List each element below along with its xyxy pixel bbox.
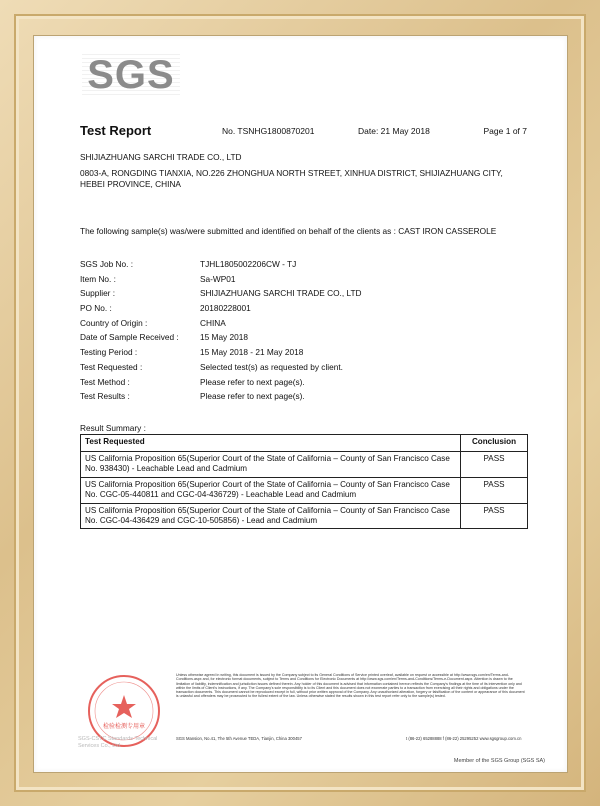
report-title: Test Report xyxy=(80,123,152,138)
field-label: Date of Sample Received : xyxy=(80,332,179,343)
footer-address-right: t (86-22) 65288888 f (86-22) 25295252 www.sgsgroup.com.cn xyxy=(406,736,522,741)
result-summary-label: Result Summary : xyxy=(80,423,146,433)
field-row xyxy=(80,274,540,289)
field-label: Test Method : xyxy=(80,376,130,387)
field-value: CHINA xyxy=(200,317,226,328)
stamp-caption: SGS-CSTC Standards Technical Services Co., Ltd. xyxy=(78,736,158,749)
field-label: Country of Origin : xyxy=(80,317,148,328)
test-description: US California Proposition 65(Superior Court of the State of California – County of San Francisco Case No. CGC-05-440811 and CGC-04-436729) - Leachable Lead and Cadmium xyxy=(81,477,461,503)
report-date: Date: 21 May 2018 xyxy=(358,126,430,136)
field-value: Sa-WP01 xyxy=(200,273,236,284)
field-row xyxy=(80,259,540,274)
sample-intro: The following sample(s) was/were submitted and identified on behalf of the clients as : CAST IRON CASSEROLE xyxy=(80,226,497,236)
field-label: Supplier : xyxy=(80,288,116,299)
sgs-member-note: Member of the SGS Group (SGS SA) xyxy=(453,758,545,764)
field-value: 20180228001 xyxy=(200,303,251,314)
field-row xyxy=(80,332,540,347)
field-row xyxy=(80,362,540,377)
field-label: Test Requested : xyxy=(80,361,143,372)
field-row xyxy=(80,377,540,392)
client-name: SHIJIAZHUANG SARCHI TRADE CO., LTD xyxy=(80,152,242,162)
field-value: SHIJIAZHUANG SARCHI TRADE CO., LTD xyxy=(200,288,362,299)
table-header-row xyxy=(81,435,528,452)
sample-fields xyxy=(80,259,540,406)
field-value: Please refer to next page(s). xyxy=(200,376,305,387)
field-label: Item No. : xyxy=(80,273,116,284)
field-row xyxy=(80,303,540,318)
page-indicator: Page 1 of 7 xyxy=(483,126,527,136)
field-label: PO No. : xyxy=(80,303,112,314)
test-description: US California Proposition 65(Superior Court of the State of California – County of San Francisco Case No. CGC-04-436429 and CGC-10-505856) - Lead and Cadmium xyxy=(81,503,461,529)
sgs-logo: SGS xyxy=(82,52,180,98)
report-header xyxy=(80,125,543,141)
stamp-text: 检验检测专用章 xyxy=(102,723,146,730)
field-row xyxy=(80,391,540,406)
field-value: TJHL1805002206CW - TJ xyxy=(200,259,297,269)
conclusion-value: PASS xyxy=(461,452,528,478)
field-value: 15 May 2018 - 21 May 2018 xyxy=(200,347,304,358)
field-row xyxy=(80,318,540,333)
terms-fineprint: Unless otherwise agreed in writing, this document is issued by the Company subject to its General Conditions of Service printed overleaf, available on request or accessible at http://www.sgs.com/en/Terms-and-Conditions.aspx and, for electronic format documents, subject to Terms and Conditions for Electronic Documents at http://www.sgs.com/en/Terms-and-Conditions/Terms-e-Document.aspx. Attention is drawn to the limitation of liability, indemnification and jurisdiction issues defined therein. Any holder of this document is advised that information contained hereon reflects the Company's findings at the time of its intervention only and within the limits of Client's instructions, if any. The Company's sole responsibility is to its Client and this document does not exonerate parties to a transaction from exercising all their rights and obligations under the transaction documents. This document cannot be reproduced except in full, without prior written approval of the Company. Any unauthorized alteration, forgery or falsification of the content or appearance of this document is unlawful and offenders may be prosecuted to the fullest extent of the law. Unless otherwise stated the results shown in this test report refer only to the sample(s) tested. xyxy=(176,673,525,699)
test-report-document xyxy=(34,36,567,772)
report-number: No. TSNHG1800870201 xyxy=(222,126,315,136)
field-value: Please refer to next page(s). xyxy=(200,391,305,402)
stamp-star-icon xyxy=(112,695,136,718)
field-row xyxy=(80,288,540,303)
table-row xyxy=(81,452,528,478)
client-address: 0803-A, RONGDING TIANXIA, NO.226 ZHONGHUA NORTH STREET, XINHUA DISTRICT, SHIJIAZHUANG CITY, HEBEI PROVINCE, CHINA xyxy=(80,168,503,189)
result-summary-table xyxy=(80,434,528,529)
header-test-requested: Test Requested xyxy=(81,435,461,452)
conclusion-value: PASS xyxy=(461,503,528,529)
field-row xyxy=(80,347,540,362)
table-row xyxy=(81,477,528,503)
field-value: 15 May 2018 xyxy=(200,332,248,343)
table-row xyxy=(81,503,528,529)
test-description: US California Proposition 65(Superior Court of the State of California – County of San Francisco Case No. 938430) - Leachable Lead and Cadmium xyxy=(81,452,461,478)
header-conclusion: Conclusion xyxy=(461,435,528,452)
field-label: SGS Job No. : xyxy=(80,259,134,269)
conclusion-value: PASS xyxy=(461,477,528,503)
field-value: Selected test(s) as requested by client. xyxy=(200,361,343,372)
footer-address xyxy=(176,736,526,742)
field-label: Testing Period : xyxy=(80,347,138,358)
field-label: Test Results : xyxy=(80,391,130,402)
footer-address-left: SGS Mansion, No.41, The 5th Avenue TEDA, Tianjin, China 300457 xyxy=(176,736,302,741)
